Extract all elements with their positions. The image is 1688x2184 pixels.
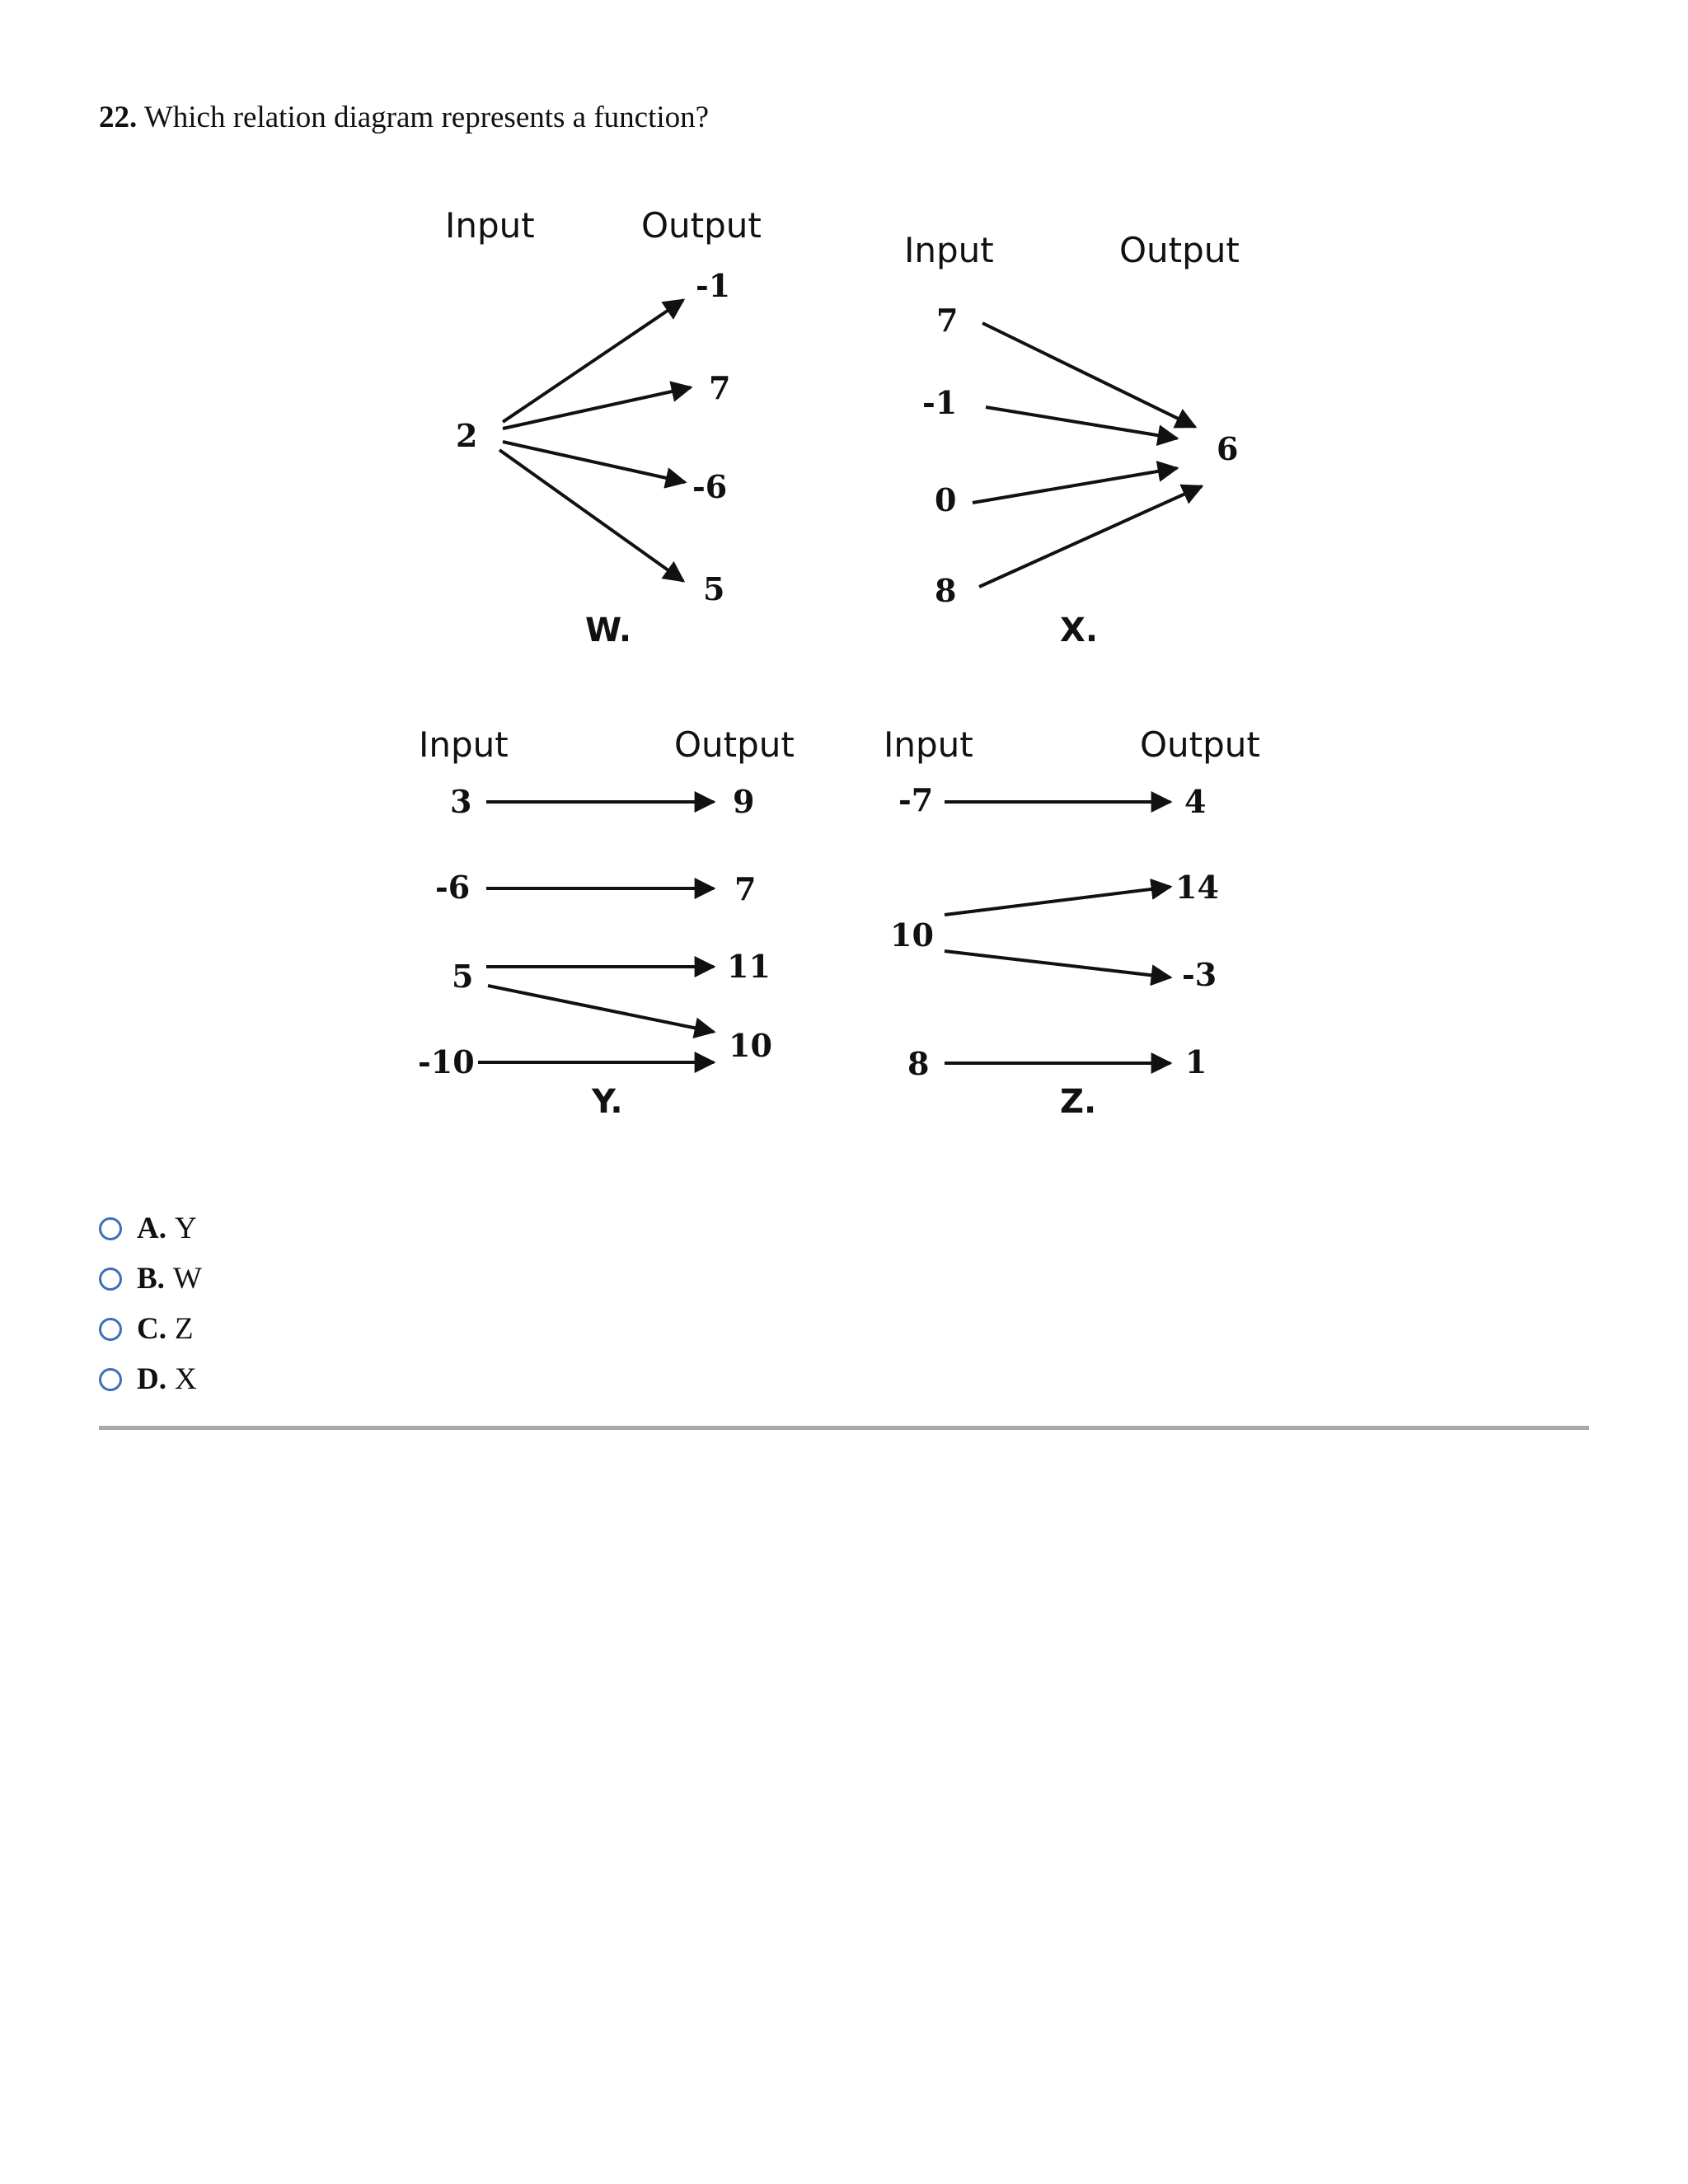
w-arrow-2-to-neg1 <box>503 300 683 422</box>
x-input-3: 8 <box>935 572 957 609</box>
choice-a[interactable] <box>99 1203 202 1254</box>
radio-d[interactable] <box>99 1368 122 1391</box>
y-caption: Y. <box>592 1083 623 1121</box>
choice-c-letter: C. <box>137 1312 166 1346</box>
z-input-0: -7 <box>898 781 934 818</box>
z-input-2: 8 <box>907 1045 930 1082</box>
z-output-header: Output <box>1140 724 1260 765</box>
y-input-1: -6 <box>435 869 471 906</box>
z-output-2: -3 <box>1182 956 1217 993</box>
x-input-1: -1 <box>922 384 958 421</box>
x-arrow-neg1-to-6 <box>986 407 1177 438</box>
w-output-1: 7 <box>709 369 731 406</box>
choice-a-text: Y <box>174 1212 197 1245</box>
x-caption: X. <box>1060 612 1099 649</box>
x-arrow-8-to-6 <box>979 486 1202 587</box>
diagram-z <box>884 724 1260 1121</box>
y-output-2: 11 <box>727 948 771 985</box>
section-divider <box>99 1426 1589 1430</box>
x-output-0: 6 <box>1217 430 1239 467</box>
radio-b[interactable] <box>99 1268 122 1291</box>
y-output-0: 9 <box>733 783 755 820</box>
w-arrow-2-to-7 <box>503 387 691 429</box>
z-caption: Z. <box>1060 1083 1097 1121</box>
x-arrow-0-to-6 <box>973 468 1177 503</box>
w-output-0: -1 <box>696 267 731 304</box>
z-arrow-10-to-neg3 <box>945 951 1170 977</box>
z-arrow-10-to-14 <box>945 887 1170 915</box>
w-caption: W. <box>585 612 632 649</box>
question-number: 22. <box>99 101 138 134</box>
choice-b-text: W <box>172 1262 202 1296</box>
choice-c-text: Z <box>174 1312 194 1346</box>
radio-a[interactable] <box>99 1217 122 1240</box>
choice-c[interactable] <box>99 1304 202 1354</box>
x-output-header: Output <box>1119 230 1240 270</box>
diagram-x <box>904 230 1240 649</box>
w-output-2: -6 <box>692 468 728 505</box>
x-input-header: Input <box>904 230 994 270</box>
diagram-y <box>418 724 795 1121</box>
y-input-3: -10 <box>418 1043 475 1080</box>
diagram-w <box>445 205 762 649</box>
w-input-0: 2 <box>456 417 478 454</box>
z-input-1: 10 <box>890 916 934 954</box>
x-input-2: 0 <box>935 481 957 518</box>
x-input-0: 7 <box>936 302 959 339</box>
z-input-header: Input <box>884 724 973 765</box>
choice-d-text: X <box>174 1362 197 1396</box>
question-text: Which relation diagram represents a function? <box>143 101 710 134</box>
y-input-0: 3 <box>450 783 472 820</box>
y-output-header: Output <box>674 724 795 765</box>
w-output-header: Output <box>641 205 762 246</box>
w-arrow-2-to-neg6 <box>503 442 685 482</box>
answer-choices <box>99 1203 202 1404</box>
w-input-header: Input <box>445 205 535 246</box>
choice-b[interactable] <box>99 1254 202 1304</box>
y-output-3: 10 <box>729 1027 772 1064</box>
y-output-1: 7 <box>734 870 757 907</box>
w-output-3: 5 <box>703 570 725 607</box>
choice-d-letter: D. <box>137 1362 166 1396</box>
y-input-header: Input <box>419 724 509 765</box>
z-output-3: 1 <box>1185 1043 1207 1080</box>
choice-b-letter: B. <box>137 1262 165 1296</box>
y-arrow-5-to-10 <box>488 986 714 1032</box>
choice-d[interactable] <box>99 1354 202 1404</box>
z-output-0: 4 <box>1184 783 1207 820</box>
z-output-1: 14 <box>1175 869 1219 906</box>
choice-a-letter: A. <box>137 1212 166 1245</box>
y-input-2: 5 <box>452 958 474 995</box>
w-arrow-2-to-5 <box>499 450 683 581</box>
radio-c[interactable] <box>99 1318 122 1341</box>
